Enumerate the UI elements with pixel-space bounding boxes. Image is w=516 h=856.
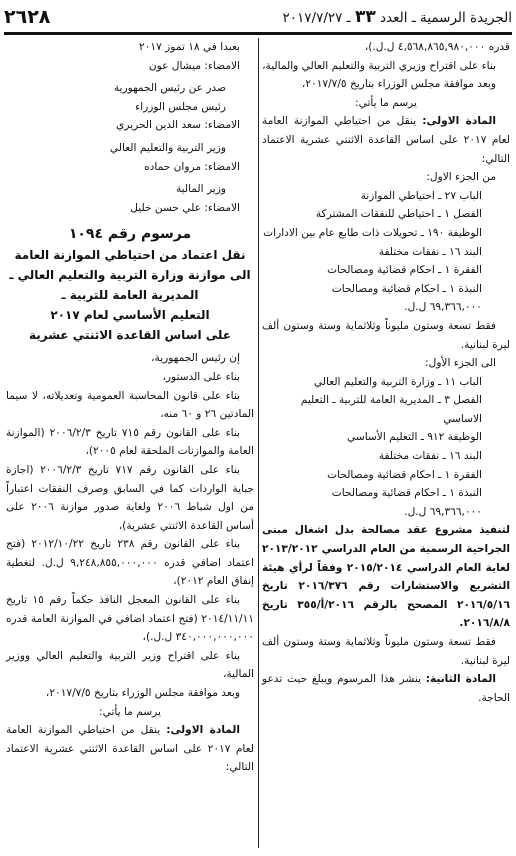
from-part: من الجزء الاول: [426, 171, 496, 184]
decree-formula-left: يرسم ما يأتي: [99, 705, 161, 718]
article-one [262, 112, 510, 168]
preamble-constitution: بناء على الدستور، [162, 370, 240, 383]
to-chapter: الباب ١١ ـ وزارة التربية والتعليم العالي [313, 375, 482, 388]
finance-minister-signature: الامضاء: علي حسن خليل [130, 201, 240, 214]
article-one-left [6, 721, 254, 777]
from-item: البند ١٦ ـ نفقات مختلفة [378, 245, 482, 258]
preamble-president: إن رئيس الجمهورية، [151, 352, 240, 365]
from-chapter: الباب ٢٧ ـ احتياطي الموازنة [360, 189, 482, 202]
pm-signature: الامضاء: سعد الدين الحريري [116, 119, 240, 132]
from-section: الفصل ١ ـ احتياطي للنفقات المشتركة [315, 208, 482, 221]
president-signature: الامضاء: ميشال عون [148, 59, 240, 72]
amount-one: ٦٩,٣٦٦,٠٠٠ ل.ل. [404, 301, 482, 314]
from-paragraph: الفقرة ١ ـ احكام قضائية ومصالحات [327, 264, 482, 277]
left-column [6, 38, 254, 777]
column-divider [258, 38, 259, 848]
preamble-law-15: بناء على القانون المعجل النافذ حكماً رقم ١٥ تاريخ ٢٠١٤/١١/١١ (فتح اعتماد اضافي في الموازنة العامة قدره ٣٤٠,٠٠٠,٠٠٠,٠٠٠ ل.ل.)، [6, 594, 254, 644]
preamble-council: وبعد موافقة مجلس الوزراء بتاريخ ٢٠١٧/٧/٥، [45, 687, 240, 700]
pm-title: رئيس مجلس الوزراء [135, 100, 226, 113]
to-paragraph: الفقرة ١ ـ احكام قضائية ومصالحات [327, 468, 482, 481]
preamble-accounting-law: بناء على قانون المحاسبة العمومية وتعديلاته، لا سيما المادتين ٢٦ و ٦٠ منه، [6, 389, 254, 421]
from-function: الوظيفة ١٩٠ ـ تحويلات ذات طابع عام بين الادارات [263, 226, 482, 239]
preamble-law-717: بناء على القانون رقم ٧١٧ تاريخ ٢٠٠٦/٢/٣ (اجازة جباية الواردات كما في السابق وصرف النفقات اعتباراً من اول شباط ٢٠٠٦ ولغاية صدور موازنة ٢٠٠٦ على أساس القاعدة الاثنتي عشرية)، [6, 463, 255, 532]
education-minister-signature: الامضاء: مروان حماده [144, 160, 240, 173]
preamble-law-715: بناء على القانون رقم ٧١٥ تاريخ ٢٠٠٦/٢/٣ (الموازنة العامة والموازنات الملحقة لعام ٢٠٠٥)، [6, 426, 254, 458]
from-subitem: النبذة ١ ـ احكام قضائية ومصالحات [331, 282, 482, 295]
article-two-label: المادة الثانية: [425, 673, 496, 686]
decree-subject-1: نقل اعتماد من احتياطي الموازنة العامة [14, 248, 246, 263]
to-part: الى الجزء الأول: [425, 357, 496, 370]
issue-date: ـ ٢٠١٧/٧/٢٧ [282, 10, 351, 26]
decree-title: مرسوم رقم ١٠٩٤ [68, 226, 192, 243]
gazette-name: الجريدة الرسمية ـ العدد [380, 10, 512, 26]
to-item: البند ١٦ ـ نفقات مختلفة [378, 450, 482, 463]
education-minister-title: وزير التربية والتعليم العالي [109, 141, 226, 154]
council-approval: وبعد موافقة مجلس الوزراء بتاريخ ٢٠١٧/٧/٥، [301, 78, 496, 91]
preamble-law-238: بناء على القانون رقم ٢٣٨ تاريخ ٢٠١٢/١٠/٢٢ (فتح اعتماد اضافي قدره ٩,٢٤٨,٨٥٥,٠٠٠,٠٠٠ ل.ل. لتغطية إنفاق العام ٢٠١٢)، [6, 538, 254, 588]
article-one-text: ينقل من احتياطي الموازنة العامة لعام ٢٠١٧ على اساس القاعدة الاثنتي عشرية الاعتماد التالي: [262, 115, 510, 165]
purpose-statement: لتنفيذ مشروع عقد مصالحة بدل اشغال مبنى الجراحية الرسمية من العام الدراسي ٢٠١٣/٢٠١٢ لغاية العام الدراسي ٢٠١٥/٢٠١٤ وفقاً لرأي هيئة التشريع والاستشارات رقم ٢٠١٦/٣٧٦ تاريخ ٢٠١٦/٥/١٦ المصحح بالرقم ٢٠١٦/أ/٣٥٥ تاريخ ٢٠١٦/٨/٨. [262, 524, 511, 630]
page-header [4, 2, 512, 35]
preamble-proposal: بناء على اقتراح وزير التربية والتعليم العالي ووزير المالية، [6, 649, 254, 681]
decree-subject-5: على اساس القاعدة الاثنتي عشرية [28, 328, 232, 343]
amount-one-words: فقط تسعة وستون مليوناً وثلاثماية وستة وستون ألف ليرة لبنانية. [262, 319, 510, 351]
finance-minister-title: وزير المالية [175, 183, 226, 196]
to-section: الفصل ٣ ـ المديرية العامة للتربية ـ التعليم الاساسي [300, 394, 482, 425]
right-column [262, 38, 510, 707]
signing-place-date: بعبدا في ١٨ تموز ٢٠١٧ [139, 41, 240, 53]
header-title [283, 7, 512, 27]
to-subitem: النبذة ١ ـ احكام قضائية ومصالحات [331, 487, 482, 500]
article-one-left-text: ينقل من احتياطي الموازنة العامة لعام ٢٠١٧ على اساس القاعدة الاثنتي عشرية الاعتماد التالي: [6, 724, 254, 774]
amount-two: ٦٩,٣٦٦,٠٠٠ ل.ل. [404, 505, 482, 518]
issue-number: ٣٣ [354, 7, 376, 27]
article-two [262, 670, 510, 707]
decree-subject-2: الى موازنة وزارة التربية والتعليم العالي ـ [9, 268, 251, 283]
to-function: الوظيفة ٩١٢ ـ التعليم الأساسي [347, 431, 482, 444]
decree-subject-4: التعليم الأساسي لعام ٢٠١٧ [50, 308, 210, 323]
amount-two-words: فقط تسعة وستون مليوناً وثلاثماية وستة وستون ألف ليرة لبنانية. [262, 636, 510, 667]
issued-by: صدر عن رئيس الجمهورية [113, 82, 226, 95]
decree-subject-3: المديرية العامة للتربية ـ [61, 288, 199, 303]
article-one-label: المادة الاولى: [422, 115, 497, 128]
article-one-left-label: المادة الاولى: [166, 724, 241, 737]
amount-continued: قدره ٤,٥٦٨,٨٦٥,٩٨٠,٠٠٠ ل.ل.)، [364, 41, 510, 53]
page-number: ٢٦٢٨ [4, 6, 51, 28]
article-two-text: ينشر هذا المرسوم ويبلغ حيث تدعو الحاجة. [262, 673, 510, 704]
decree-formula: يرسم ما يأتي: [355, 96, 417, 109]
proposal-clause: بناء على اقتراح وزيري التربية والتعليم العالي والمالية، [262, 59, 496, 72]
